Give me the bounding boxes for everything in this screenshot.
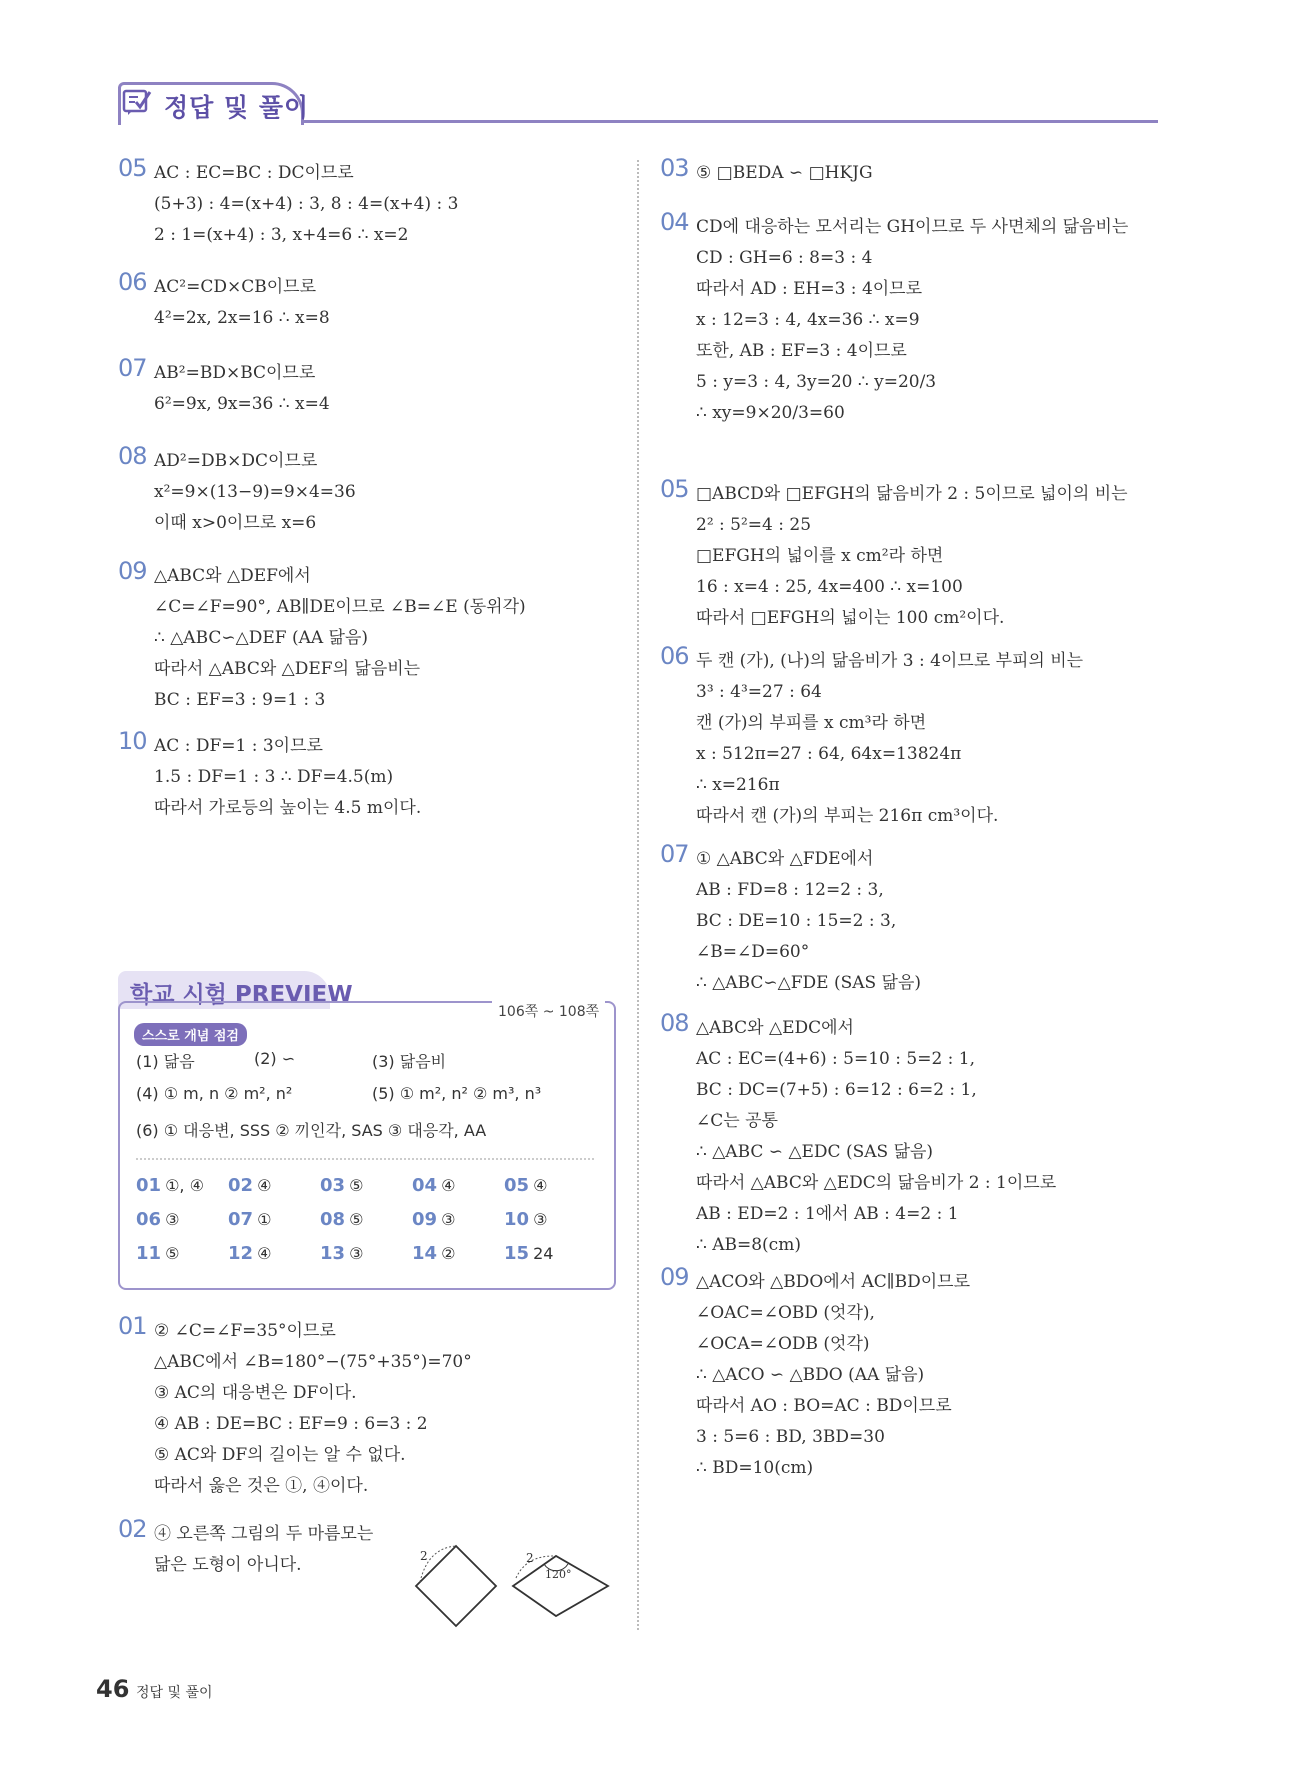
solution-line: BC : DC=(7+5) : 6=12 : 6=2 : 1, bbox=[696, 1080, 977, 1100]
problem-number: 08 bbox=[660, 1009, 689, 1037]
rhombus-side-label: 2 bbox=[526, 1551, 534, 1565]
problem-09 bbox=[660, 1263, 971, 1484]
problem-09 bbox=[118, 557, 526, 716]
solution-line: 6²=9x, 9x=36 ∴ x=4 bbox=[154, 394, 330, 414]
dotted-separator bbox=[136, 1158, 594, 1160]
solution-line: ② ∠C=∠F=35°이므로 bbox=[154, 1321, 336, 1341]
problem-03 bbox=[660, 154, 873, 189]
solution-line: ③ AC의 대응변은 DF이다. bbox=[154, 1383, 357, 1403]
answer-value: ④ bbox=[257, 1176, 272, 1195]
solution-line: AC : EC=(4+6) : 5=10 : 5=2 : 1, bbox=[696, 1049, 976, 1069]
solution-line: 이때 x>0이므로 x=6 bbox=[154, 513, 317, 533]
answer-item bbox=[228, 1175, 271, 1196]
answer-number: 05 bbox=[504, 1175, 530, 1196]
solution-line: ∴ xy=9×20/3=60 bbox=[696, 403, 845, 423]
concept-item: (6) ① 대응변, SSS ② 끼인각, SAS ③ 대응각, AA bbox=[136, 1121, 487, 1140]
rhombus-side-label: 2 bbox=[420, 1549, 428, 1563]
solution-line: 3³ : 4³=27 : 64 bbox=[696, 682, 822, 702]
problem-02 bbox=[118, 1515, 374, 1581]
answer-number: 06 bbox=[136, 1209, 162, 1230]
concept-row bbox=[136, 1084, 542, 1103]
column-divider bbox=[637, 160, 639, 1630]
solution-line: BC : DE=10 : 15=2 : 3, bbox=[696, 911, 897, 931]
problem-05 bbox=[660, 475, 1128, 634]
answer-value: ③ bbox=[533, 1210, 548, 1229]
answer-number: 03 bbox=[320, 1175, 346, 1196]
solution-line: AB : ED=2 : 1에서 AB : 4=2 : 1 bbox=[696, 1204, 959, 1224]
solution-line: 3 : 5=6 : BD, 3BD=30 bbox=[696, 1427, 885, 1447]
solution-line: CD : GH=6 : 8=3 : 4 bbox=[696, 248, 873, 268]
solution-line: 또한, AB : EF=3 : 4이므로 bbox=[696, 341, 907, 361]
problem-number: 04 bbox=[660, 208, 689, 236]
solution-line: x : 12=3 : 4, 4x=36 ∴ x=9 bbox=[696, 310, 920, 330]
solution-line: △ABC와 △DEF에서 bbox=[154, 566, 311, 586]
solution-line: ① △ABC와 △FDE에서 bbox=[696, 849, 874, 869]
solution-line: 1.5 : DF=1 : 3 ∴ DF=4.5(m) bbox=[154, 767, 394, 787]
answer-item bbox=[412, 1243, 455, 1264]
solution-line: ∴ △ABC∽△FDE (SAS 닮음) bbox=[696, 973, 922, 993]
answer-item bbox=[504, 1243, 553, 1264]
page-number: 46 bbox=[96, 1675, 130, 1703]
answer-number: 09 bbox=[412, 1209, 438, 1230]
problem-07 bbox=[660, 840, 922, 999]
answer-value: ③ bbox=[165, 1210, 180, 1229]
solution-line: △ABC와 △EDC에서 bbox=[696, 1018, 854, 1038]
solution-line: 두 캔 (가), (나)의 닮음비가 3 : 4이므로 부피의 비는 bbox=[696, 651, 1084, 671]
answer-value: ⑤ bbox=[165, 1244, 180, 1263]
concept-item: (5) ① m², n² ② m³, n³ bbox=[372, 1084, 542, 1103]
checklist-icon bbox=[122, 88, 152, 116]
answer-value: ③ bbox=[349, 1244, 364, 1263]
concept-item: (2) ∽ bbox=[254, 1049, 296, 1068]
solution-line: ∴ △ABC ∽ △EDC (SAS 닮음) bbox=[696, 1142, 934, 1162]
concept-item: (3) 닮음비 bbox=[372, 1052, 447, 1071]
solution-line: (5+3) : 4=(x+4) : 3, 8 : 4=(x+4) : 3 bbox=[154, 194, 459, 214]
answer-item bbox=[320, 1243, 363, 1264]
solution-line: ∴ △ABC∽△DEF (AA 닮음) bbox=[154, 628, 369, 648]
answer-value: ④ bbox=[533, 1176, 548, 1195]
problem-number: 05 bbox=[118, 154, 147, 182]
answer-item bbox=[504, 1175, 547, 1196]
solution-line: ∴ BD=10(cm) bbox=[696, 1458, 814, 1478]
solution-line: 따라서 옳은 것은 ①, ④이다. bbox=[154, 1476, 369, 1496]
problem-number: 03 bbox=[660, 154, 689, 182]
page-header bbox=[118, 82, 1158, 126]
problem-10 bbox=[118, 727, 422, 824]
answer-number: 11 bbox=[136, 1243, 162, 1264]
problem-07 bbox=[118, 354, 330, 420]
answer-item bbox=[136, 1243, 179, 1264]
solution-line: ∠B=∠D=60° bbox=[696, 942, 810, 962]
header-title: 정답 및 풀이 bbox=[164, 93, 310, 122]
solution-line: ∴ x=216π bbox=[696, 775, 780, 795]
solution-line: 16 : x=4 : 25, 4x=400 ∴ x=100 bbox=[696, 577, 963, 597]
answer-number: 07 bbox=[228, 1209, 254, 1230]
answer-value: ③ bbox=[441, 1210, 456, 1229]
answer-item bbox=[320, 1175, 363, 1196]
solution-line: ⑤ □BEDA ∽ □HKJG bbox=[696, 163, 873, 183]
solution-line: AB²=BD×BC이므로 bbox=[154, 363, 316, 383]
solution-line: ④ AB : DE=BC : EF=9 : 6=3 : 2 bbox=[154, 1414, 428, 1434]
solution-line: AD²=DB×DC이므로 bbox=[154, 451, 318, 471]
solution-line: 4²=2x, 2x=16 ∴ x=8 bbox=[154, 308, 330, 328]
solution-line: AC : EC=BC : DC이므로 bbox=[154, 163, 354, 183]
solution-line: ⑤ AC와 DF의 길이는 알 수 없다. bbox=[154, 1445, 406, 1465]
answer-value: ① bbox=[257, 1210, 272, 1229]
answer-value: ⑤ bbox=[349, 1210, 364, 1229]
solution-line: ∠OCA=∠ODB (엇각) bbox=[696, 1334, 870, 1354]
answer-number: 01 bbox=[136, 1175, 162, 1196]
answer-number: 15 bbox=[504, 1243, 530, 1264]
solution-line: ∠C는 공통 bbox=[696, 1111, 778, 1131]
problem-number: 09 bbox=[118, 557, 147, 585]
answer-number: 14 bbox=[412, 1243, 438, 1264]
preview-page-range: 106쪽 ~ 108쪽 bbox=[492, 1001, 605, 1021]
solution-line: AC : DF=1 : 3이므로 bbox=[154, 736, 323, 756]
solution-line: ∠C=∠F=90°, AB∥DE이므로 ∠B=∠E (동위각) bbox=[154, 597, 526, 617]
solution-line: ∠OAC=∠OBD (엇각), bbox=[696, 1303, 875, 1323]
answer-item bbox=[228, 1243, 271, 1264]
answer-item bbox=[412, 1209, 455, 1230]
solution-line: 따라서 가로등의 높이는 4.5 m이다. bbox=[154, 798, 422, 818]
rhombus-square bbox=[416, 1546, 496, 1626]
answer-number: 04 bbox=[412, 1175, 438, 1196]
problem-number: 08 bbox=[118, 442, 147, 470]
rhombus-figure bbox=[408, 1538, 618, 1634]
problem-06 bbox=[660, 642, 1084, 832]
header-rule bbox=[288, 120, 1158, 123]
solution-line: ∴ AB=8(cm) bbox=[696, 1235, 801, 1255]
solution-line: 5 : y=3 : 4, 3y=20 ∴ y=20/3 bbox=[696, 372, 937, 392]
problem-number: 06 bbox=[118, 268, 147, 296]
answer-value: ①, ④ bbox=[165, 1176, 204, 1195]
solution-line: 따라서 △ABC와 △EDC의 닮음비가 2 : 1이므로 bbox=[696, 1173, 1057, 1193]
solution-line: CD에 대응하는 모서리는 GH이므로 두 사면체의 닮음비는 bbox=[696, 217, 1129, 237]
solution-line: 닮은 도형이 아니다. bbox=[154, 1555, 302, 1575]
problem-number: 06 bbox=[660, 642, 689, 670]
solution-line: 따라서 □EFGH의 넓이는 100 cm²이다. bbox=[696, 608, 1005, 628]
problem-06 bbox=[118, 268, 330, 334]
preview-title: 학교 시험 PREVIEW bbox=[130, 982, 353, 1008]
answer-item bbox=[136, 1175, 204, 1196]
angle-label: 120° bbox=[545, 1568, 572, 1581]
solution-line: AC²=CD×CB이므로 bbox=[154, 277, 316, 297]
answer-value: ② bbox=[441, 1244, 456, 1263]
answer-value: ④ bbox=[441, 1176, 456, 1195]
solution-line: 2 : 1=(x+4) : 3, x+4=6 ∴ x=2 bbox=[154, 225, 409, 245]
answer-number: 13 bbox=[320, 1243, 346, 1264]
rhombus-wide bbox=[513, 1556, 608, 1616]
answer-number: 08 bbox=[320, 1209, 346, 1230]
solution-line: □ABCD와 □EFGH의 닮음비가 2 : 5이므로 넓이의 비는 bbox=[696, 484, 1128, 504]
problem-number: 07 bbox=[660, 840, 689, 868]
concept-item: (1) 닮음 bbox=[136, 1052, 195, 1071]
problem-05 bbox=[118, 154, 459, 251]
answer-item bbox=[320, 1209, 363, 1230]
solution-line: x²=9×(13−9)=9×4=36 bbox=[154, 482, 356, 502]
answer-value: ⑤ bbox=[349, 1176, 364, 1195]
answer-item bbox=[412, 1175, 455, 1196]
solution-line: BC : EF=3 : 9=1 : 3 bbox=[154, 690, 326, 710]
solution-line: △ABC에서 ∠B=180°−(75°+35°)=70° bbox=[154, 1352, 472, 1372]
solution-line: 캔 (가)의 부피를 x cm³라 하면 bbox=[696, 713, 927, 733]
answer-value: ④ bbox=[257, 1244, 272, 1263]
solution-line: ④ 오른쪽 그림의 두 마름모는 bbox=[154, 1524, 374, 1544]
problem-number: 10 bbox=[118, 727, 147, 755]
problem-number: 02 bbox=[118, 1515, 147, 1543]
footer-label: 정답 및 풀이 bbox=[136, 1685, 213, 1701]
solution-line: x : 512π=27 : 64, 64x=13824π bbox=[696, 744, 962, 764]
problem-08 bbox=[118, 442, 356, 539]
answer-number: 12 bbox=[228, 1243, 254, 1264]
answer-number: 02 bbox=[228, 1175, 254, 1196]
problem-08 bbox=[660, 1009, 1057, 1261]
solution-line: 따라서 AO : BO=AC : BD이므로 bbox=[696, 1396, 952, 1416]
concept-row bbox=[136, 1049, 447, 1072]
concept-item: (4) ① m, n ② m², n² bbox=[136, 1084, 293, 1103]
answer-item bbox=[136, 1209, 179, 1230]
problem-number: 07 bbox=[118, 354, 147, 382]
solution-line: 따라서 AD : EH=3 : 4이므로 bbox=[696, 279, 923, 299]
solution-line: ∴ △ACO ∽ △BDO (AA 닮음) bbox=[696, 1365, 925, 1385]
solution-line: 2² : 5²=4 : 25 bbox=[696, 515, 812, 535]
self-check-badge: 스스로 개념 점검 bbox=[134, 1023, 247, 1046]
problem-number: 01 bbox=[118, 1312, 147, 1340]
solution-line: AB : FD=8 : 12=2 : 3, bbox=[696, 880, 884, 900]
concept-row bbox=[136, 1118, 486, 1141]
solution-line: 따라서 △ABC와 △DEF의 닮음비는 bbox=[154, 659, 421, 679]
answer-item bbox=[228, 1209, 271, 1230]
problem-number: 09 bbox=[660, 1263, 689, 1291]
answer-value: 24 bbox=[533, 1244, 554, 1263]
solution-line: 따라서 캔 (가)의 부피는 216π cm³이다. bbox=[696, 806, 999, 826]
problem-01 bbox=[118, 1312, 472, 1502]
answer-item bbox=[504, 1209, 547, 1230]
solution-line: △ACO와 △BDO에서 AC∥BD이므로 bbox=[696, 1272, 971, 1292]
solution-line: □EFGH의 넓이를 x cm²라 하면 bbox=[696, 546, 944, 566]
problem-04 bbox=[660, 208, 1129, 429]
problem-number: 05 bbox=[660, 475, 689, 503]
answer-number: 10 bbox=[504, 1209, 530, 1230]
